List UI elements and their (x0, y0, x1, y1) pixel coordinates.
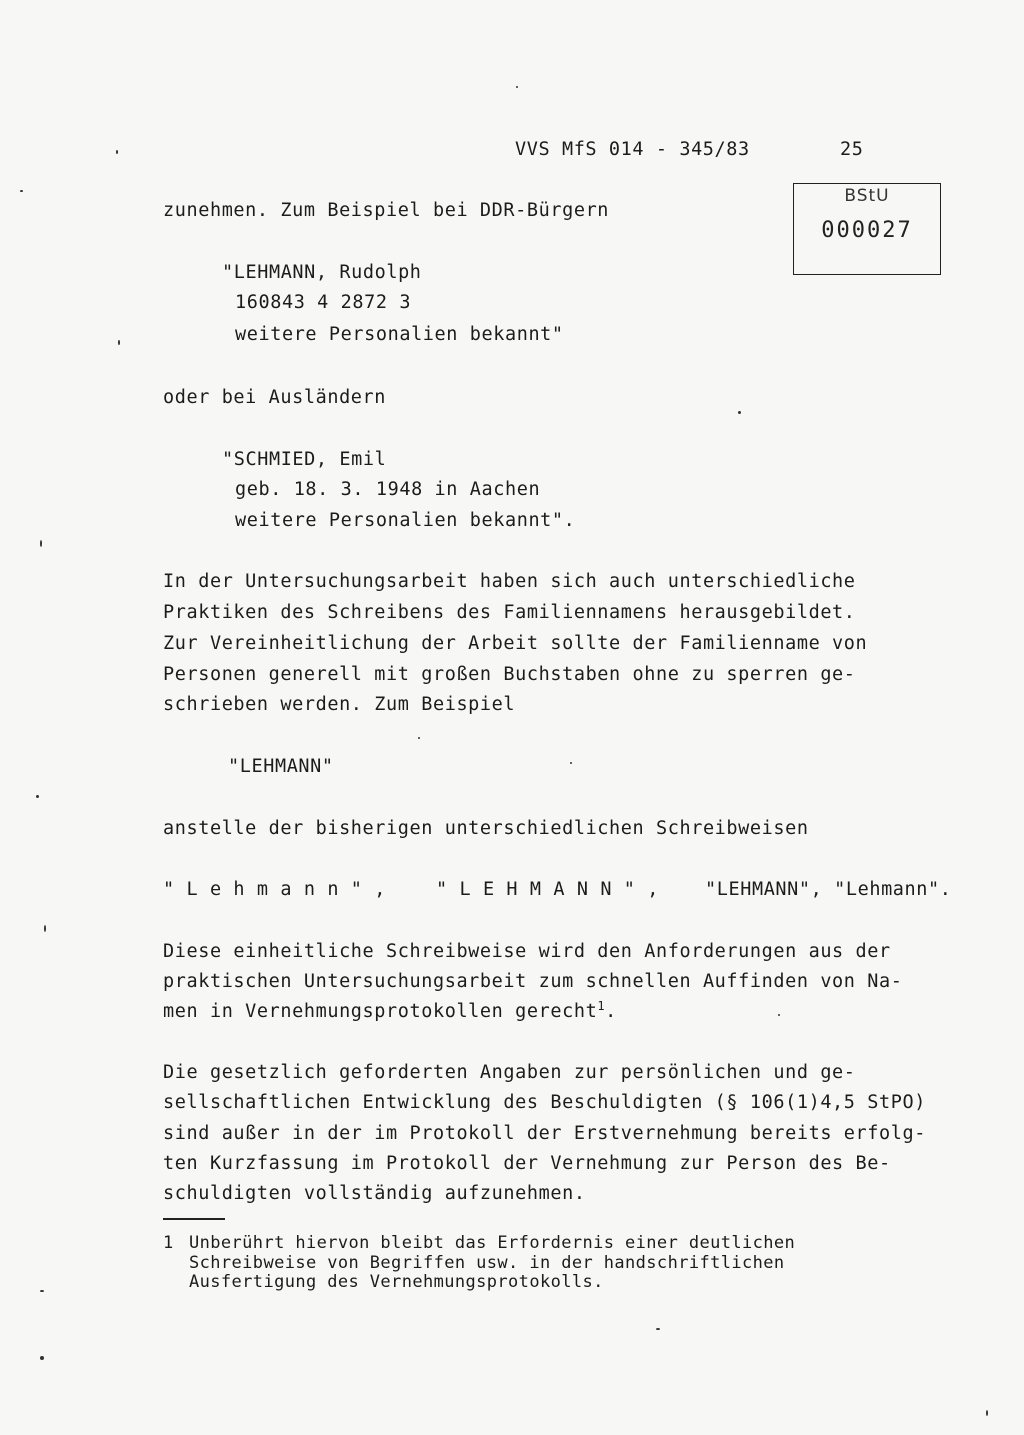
stamp-number: 000027 (821, 218, 913, 243)
example-line: "LEHMANN" (228, 756, 334, 777)
footnote-marker: 1 (163, 1233, 174, 1253)
footnote-line: Schreibweise von Begriffen usw. in der handschriftlichen (189, 1253, 785, 1273)
scan-speck (44, 925, 46, 932)
paragraph-line: Die gesetzlich geforderten Angaben zur persönlichen und ge- (163, 1062, 856, 1083)
stamp-label: BStU (844, 186, 890, 206)
variant-spelling: " L E H M A N N " , (436, 879, 660, 900)
paragraph-line: Zur Vereinheitlichung der Arbeit sollte der Familienname von (163, 633, 868, 654)
scan-speck (656, 1328, 660, 1330)
paragraph-line: Praktiken des Schreibens des Familiennamens herausgebildet. (163, 602, 856, 623)
paragraph-line: Diese einheitliche Schreibweise wird den Anforderungen aus der (163, 941, 891, 962)
variant-spelling: "LEHMANN", "Lehmann". (705, 879, 952, 900)
scan-speck (986, 1410, 988, 1416)
scan-speck (36, 795, 39, 798)
footnote-line: Ausfertigung des Vernehmungsprotokolls. (189, 1272, 604, 1292)
scan-speck (40, 1290, 44, 1292)
scan-speck (738, 411, 741, 414)
paragraph-line: sind außer in der im Protokoll der Erstvernehmung bereits erfolg- (163, 1123, 926, 1144)
example-line: weitere Personalien bekannt" (235, 324, 564, 345)
paragraph-line: Personen generell mit großen Buchstaben ohne zu sperren ge- (163, 664, 856, 685)
paragraph-line: sellschaftlichen Entwicklung des Beschuldigten (§ 106(1)4,5 StPO) (163, 1092, 926, 1113)
page-number: 25 (840, 139, 864, 160)
scan-speck (118, 340, 120, 345)
document-reference: VVS MfS 014 - 345/83 (515, 139, 750, 160)
text-line: oder bei Ausländern (163, 387, 387, 408)
paragraph-line: ten Kurzfassung im Protokoll der Vernehmung zur Person des Be- (163, 1153, 891, 1174)
scan-speck (116, 150, 118, 154)
text-line: anstelle der bisherigen unterschiedlichen Schreibweisen (163, 818, 809, 839)
footnote-reference: 1 (597, 999, 606, 1013)
archive-stamp (793, 183, 941, 275)
example-line: "LEHMANN, Rudolph (222, 262, 422, 283)
paragraph-line: In der Untersuchungsarbeit haben sich auch unterschiedliche (163, 571, 856, 592)
paragraph-line: schrieben werden. Zum Beispiel (163, 694, 516, 715)
footnote-divider (163, 1218, 225, 1220)
paragraph-line: praktischen Untersuchungsarbeit zum schnellen Auffinden von Na- (163, 971, 903, 992)
scan-speck (40, 540, 42, 547)
paragraph-line: men in Vernehmungsprotokollen gerecht$^1$. (163, 999, 617, 1022)
scan-speck (516, 86, 518, 88)
scan-speck (570, 762, 572, 764)
example-line: "SCHMIED, Emil (222, 449, 387, 470)
example-line: weitere Personalien bekannt". (235, 510, 576, 531)
text-line: zunehmen. Zum Beispiel bei DDR-Bürgern (163, 200, 610, 221)
example-line: geb. 18. 3. 1948 in Aachen (235, 479, 541, 500)
scan-speck (778, 1014, 780, 1016)
variant-spelling: " L e h m a n n " , (163, 879, 387, 900)
scan-speck (20, 190, 23, 192)
scan-speck (418, 737, 420, 739)
footnote-line: Unberührt hiervon bleibt das Erfordernis einer deutlichen (189, 1233, 796, 1253)
scan-speck (40, 1356, 44, 1360)
paragraph-line: schuldigten vollständig aufzunehmen. (163, 1183, 586, 1204)
example-line: 160843 4 2872 3 (235, 292, 412, 313)
